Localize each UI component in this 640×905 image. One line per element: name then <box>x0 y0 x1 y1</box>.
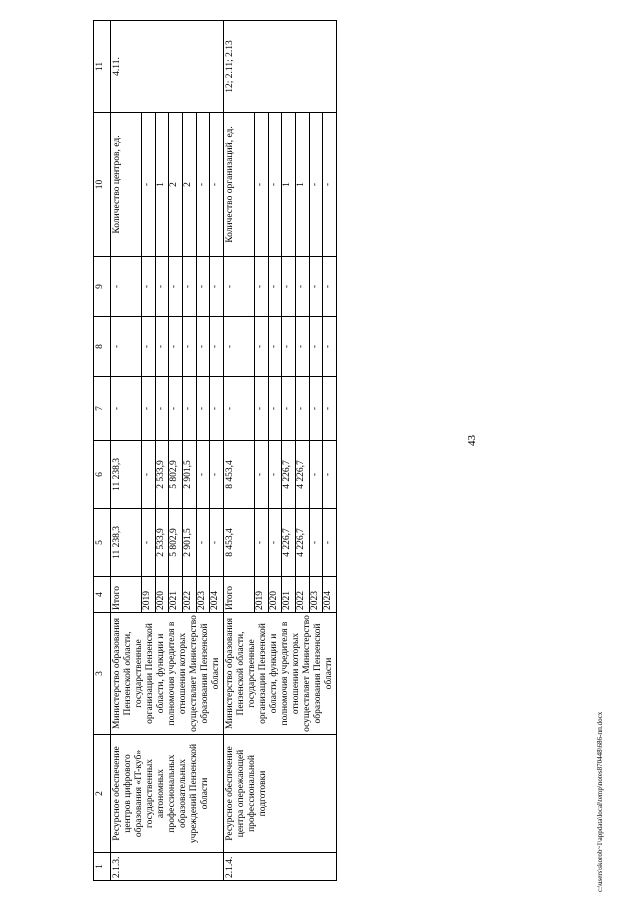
total-c7: - <box>111 377 142 441</box>
value-c5: - <box>210 509 224 577</box>
table-row <box>111 21 142 881</box>
value-c7: - <box>155 377 169 441</box>
value-c5: 5 802,9 <box>169 509 183 577</box>
column-number-header: 4 <box>94 577 111 613</box>
total-c5: 8 453,4 <box>224 509 255 577</box>
value-c9: - <box>210 257 224 317</box>
value-c10: - <box>141 113 155 257</box>
value-c5: - <box>268 509 282 577</box>
value-c6: - <box>254 441 268 509</box>
value-c9: - <box>309 257 323 317</box>
value-c8: - <box>210 317 224 377</box>
value-c10: - <box>323 113 337 257</box>
column-number-header: 6 <box>94 441 111 509</box>
reference: 4.11. <box>111 21 224 113</box>
column-number-header: 5 <box>94 509 111 577</box>
column-number-header: 2 <box>94 735 111 853</box>
value-c6: - <box>309 441 323 509</box>
value-c9: - <box>282 257 296 317</box>
rotated-table-page <box>93 21 608 881</box>
executor: Министерство образования Пензенской области, государственные организации Пензенской области, функции и полномочия учредителя в отношении которых осуществляет Министерство образования Пензенской области <box>224 613 337 735</box>
value-c6: 4 226,7 <box>282 441 296 509</box>
page-number: 43 <box>466 435 478 446</box>
value-c5: - <box>309 509 323 577</box>
value-c10: - <box>254 113 268 257</box>
reference: 12; 2.11; 2.13 <box>224 21 337 113</box>
value-c6: - <box>323 441 337 509</box>
value-c6: 4 226,7 <box>295 441 309 509</box>
value-c9: - <box>196 257 210 317</box>
value-c8: - <box>309 317 323 377</box>
value-c6: - <box>141 441 155 509</box>
value-c6: - <box>268 441 282 509</box>
total-c9: - <box>224 257 255 317</box>
indicator-name: Количество центров, ед. <box>111 113 142 257</box>
value-c6: 5 802,9 <box>169 441 183 509</box>
value-c7: - <box>196 377 210 441</box>
total-c5: 11 238,3 <box>111 509 142 577</box>
total-label: Итого <box>224 577 255 613</box>
column-number-header: 9 <box>94 257 111 317</box>
value-c8: - <box>169 317 183 377</box>
table-row <box>224 21 255 881</box>
value-c7: - <box>268 377 282 441</box>
value-c10: 2 <box>182 113 196 257</box>
value-c7: - <box>309 377 323 441</box>
value-c5: 4 226,7 <box>295 509 309 577</box>
row-id: 2.1.3. <box>111 853 224 881</box>
year: 2019 <box>254 577 268 613</box>
value-c7: - <box>169 377 183 441</box>
value-c10: 1 <box>282 113 296 257</box>
value-c9: - <box>169 257 183 317</box>
total-c6: 8 453,4 <box>224 441 255 509</box>
header-row <box>94 21 111 881</box>
value-c6: - <box>196 441 210 509</box>
year: 2023 <box>196 577 210 613</box>
value-c9: - <box>182 257 196 317</box>
value-c10: - <box>196 113 210 257</box>
value-c9: - <box>323 257 337 317</box>
value-c7: - <box>182 377 196 441</box>
total-label: Итого <box>111 577 142 613</box>
total-c7: - <box>224 377 255 441</box>
program-table <box>93 20 337 881</box>
value-c8: - <box>141 317 155 377</box>
value-c8: - <box>282 317 296 377</box>
year: 2022 <box>295 577 309 613</box>
value-c8: - <box>254 317 268 377</box>
year: 2022 <box>182 577 196 613</box>
column-number-header: 10 <box>94 113 111 257</box>
value-c6: - <box>210 441 224 509</box>
year: 2024 <box>323 577 337 613</box>
value-c10: - <box>309 113 323 257</box>
value-c7: - <box>295 377 309 441</box>
indicator-name: Количество организаций, ед. <box>224 113 255 257</box>
value-c8: - <box>323 317 337 377</box>
value-c7: - <box>141 377 155 441</box>
year: 2023 <box>309 577 323 613</box>
value-c9: - <box>295 257 309 317</box>
value-c9: - <box>141 257 155 317</box>
value-c10: - <box>268 113 282 257</box>
value-c7: - <box>254 377 268 441</box>
value-c7: - <box>323 377 337 441</box>
value-c5: - <box>323 509 337 577</box>
value-c10: 1 <box>155 113 169 257</box>
value-c9: - <box>254 257 268 317</box>
measure-name: Ресурсное обеспечение центров цифрового образования «IT-куб» государственных автономных профессиональных образовательных учреждений Пензенской области <box>111 735 224 853</box>
year: 2021 <box>169 577 183 613</box>
value-c10: - <box>210 113 224 257</box>
value-c5: 2 901,5 <box>182 509 196 577</box>
column-number-header: 7 <box>94 377 111 441</box>
value-c10: 2 <box>169 113 183 257</box>
year: 2020 <box>268 577 282 613</box>
value-c6: 2 901,5 <box>182 441 196 509</box>
column-number-header: 3 <box>94 613 111 735</box>
value-c8: - <box>196 317 210 377</box>
total-c6: 11 238,3 <box>111 441 142 509</box>
column-number-header: 8 <box>94 317 111 377</box>
value-c5: 4 226,7 <box>282 509 296 577</box>
total-c8: - <box>224 317 255 377</box>
executor: Министерство образования Пензенской области, государственные организации Пензенской области, функции и полномочия учредителя в отношении которых осуществляет Министерство образования Пензенской области <box>111 613 224 735</box>
measure-name: Ресурсное обеспечение центра опережающей профессиональной подготовки <box>224 735 337 853</box>
value-c5: - <box>196 509 210 577</box>
row-id: 2.1.4. <box>224 853 337 881</box>
value-c7: - <box>210 377 224 441</box>
value-c6: 2 533,9 <box>155 441 169 509</box>
total-c9: - <box>111 257 142 317</box>
value-c8: - <box>182 317 196 377</box>
value-c5: - <box>141 509 155 577</box>
value-c9: - <box>155 257 169 317</box>
total-c8: - <box>111 317 142 377</box>
value-c5: 2 533,9 <box>155 509 169 577</box>
value-c7: - <box>282 377 296 441</box>
value-c5: - <box>254 509 268 577</box>
value-c8: - <box>155 317 169 377</box>
value-c9: - <box>268 257 282 317</box>
column-number-header: 11 <box>94 21 111 113</box>
year: 2019 <box>141 577 155 613</box>
year: 2021 <box>282 577 296 613</box>
value-c8: - <box>268 317 282 377</box>
column-number-header: 1 <box>94 853 111 881</box>
value-c8: - <box>295 317 309 377</box>
year: 2020 <box>155 577 169 613</box>
year: 2024 <box>210 577 224 613</box>
value-c10: 1 <box>295 113 309 257</box>
file-path-footer: c:\users\skorob~1\appdata\local\temp\notes870448\686-пп.docx <box>596 711 604 892</box>
